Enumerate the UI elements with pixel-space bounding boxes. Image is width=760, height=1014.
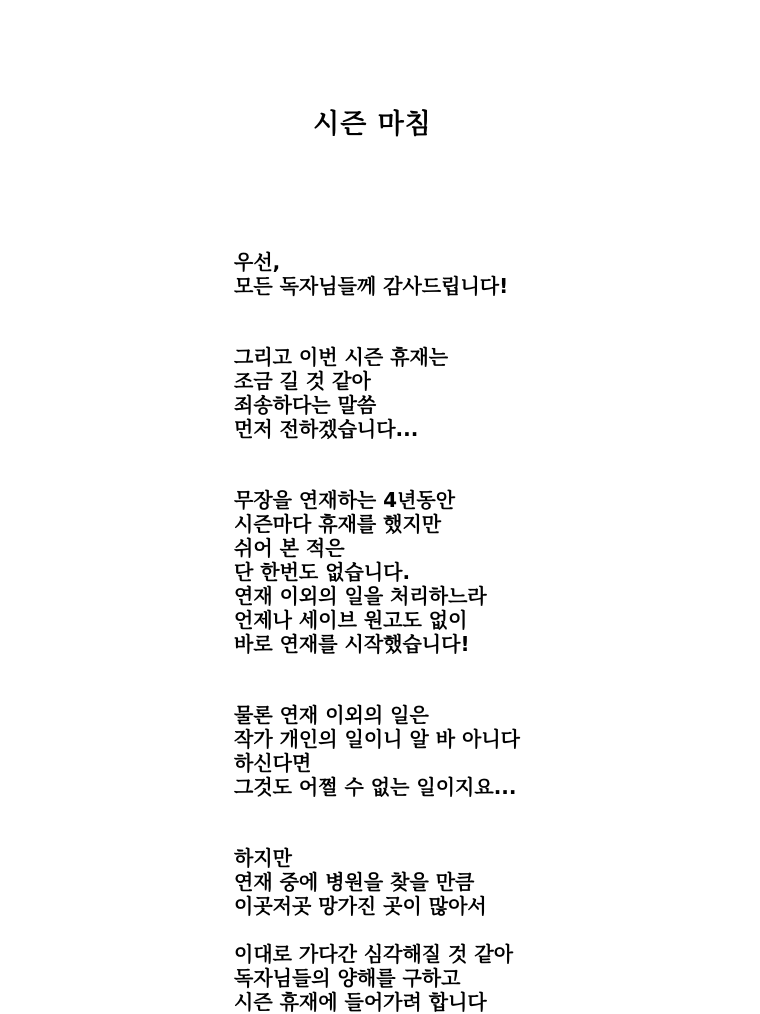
- text-line: 연재 중에 병원을 찾을 만큼: [234, 870, 475, 894]
- text-line: 작가 개인의 일이니 알 바 아니다: [234, 727, 520, 751]
- text-line: 이대로 가다간 심각해질 것 같아: [234, 942, 514, 966]
- paragraph-personal: [234, 703, 734, 799]
- text-line: 모든 독자님들께 감사드립니다!: [234, 274, 509, 298]
- text-line: 무장을 연재하는 4년동안: [234, 488, 456, 512]
- paragraph-history: [234, 488, 734, 656]
- text-line: 시즌마다 휴재를 했지만: [234, 512, 442, 536]
- text-line: 바로 연재를 시작했습니다!: [234, 632, 470, 656]
- paragraph-thanks: [234, 250, 734, 298]
- text-line: 그것도 어쩔 수 없는 일이지요...: [234, 775, 517, 799]
- page-title: 시즌 마침: [313, 109, 432, 140]
- text-line: 하지만: [234, 846, 292, 870]
- paragraph-apology: [234, 345, 734, 441]
- text-line: 그리고 이번 시즌 휴재는: [234, 345, 449, 369]
- paragraph-hiatus: [234, 942, 734, 1014]
- text-line: 이곳저곳 망가진 곳이 많아서: [234, 894, 487, 918]
- paragraph-health: [234, 846, 734, 918]
- text-line: 연재 이외의 일을 처리하느라: [234, 584, 487, 608]
- text-line: 언제나 세이브 원고도 없이: [234, 608, 468, 632]
- text-line: 조금 길 것 같아: [234, 369, 371, 393]
- text-line: 쉬어 본 적은: [234, 536, 345, 560]
- text-line: 먼저 전하겠습니다...: [234, 417, 419, 441]
- text-line: 우선,: [234, 250, 281, 274]
- text-line: 물론 연재 이외의 일은: [234, 703, 429, 727]
- text-line: 독자님들의 양해를 구하고: [234, 966, 461, 990]
- text-line: 단 한번도 없습니다.: [234, 560, 411, 584]
- notice-body: [234, 250, 734, 1014]
- text-line: 시즌 휴재에 들어가려 합니다: [234, 990, 487, 1014]
- text-line: 하신다면: [234, 751, 312, 775]
- text-line: 죄송하다는 말씀: [234, 393, 377, 417]
